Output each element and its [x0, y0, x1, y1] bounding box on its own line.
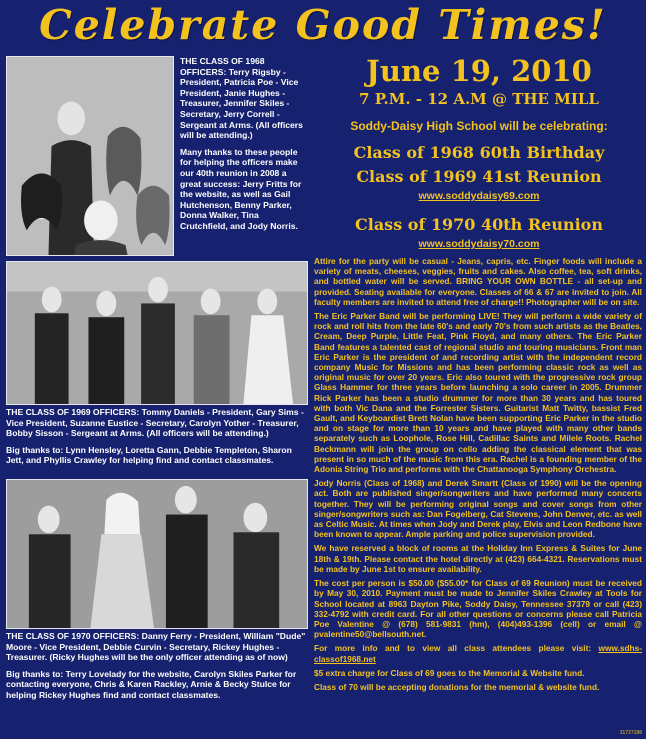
headline: Celebrate Good Times!	[39, 1, 607, 49]
event-date: June 19, 2010	[366, 54, 592, 88]
class-70-donations: Class of 70 will be accepting donations for the memorial & website fund.	[314, 681, 600, 692]
event-details	[314, 256, 642, 696]
class-1970-link[interactable]	[312, 238, 646, 251]
photo-class-1968-officers	[6, 56, 174, 256]
link-soddydaisy70[interactable]: www.soddydaisy70.com	[418, 238, 540, 250]
link-soddydaisy69[interactable]: www.soddydaisy69.com	[418, 190, 540, 202]
photo-class-1969-officers	[6, 261, 308, 405]
link-sdhs-classof1968[interactable]: www.sdhs-classof1968.net	[314, 643, 642, 664]
caption-1968	[180, 56, 308, 238]
caption-1970-thanks: Big thanks to: Terry Lovelady for the website, Carolyn Skiles Parker for contacting everyone, Chris & Karen Rackley, Arnie & Becky Stulce for helping Rickey Hughes find and contact classmates.	[6, 668, 297, 700]
caption-1968-officers: THE CLASS OF 1968 OFFICERS: Terry Rigsby - President, Patricia Poe - Vice President, Janie Hughes - Treasurer, Jennifer Skiles - Secretary, Jerry Correll - Sergeant at Arms. (All officers will be attending.)	[180, 56, 303, 141]
caption-1970	[6, 631, 308, 707]
class-1969-link[interactable]	[312, 190, 646, 203]
caption-1970-officers: THE CLASS OF 1970 OFFICERS: Danny Ferry - President, William "Dude" Moore - Vice President, Debbie Curvin - Secretary, Rickey Hughes - Treasurer. (Ricky Hughes will be the only officer attending as of now)	[6, 631, 306, 663]
attire-paragraph: Attire for the party will be casual - Jeans, capris, etc. Finger foods will include a variety of meats, cheeses, veggies, fruits and cakes. Also coffee, tea, soft drinks, and bottled water will be served. BRING YOUR OWN BOTTLE - all set-up and provided. Seating available for everyone. Classes of 66 & 67 are invited to join. All faculty members are invited to attend free of charge!! Photographer will be on site.	[314, 256, 642, 307]
photo-class-1970-officers	[6, 479, 308, 629]
hotel-paragraph: We have reserved a block of rooms at the Holiday Inn Express & Suites for June 18th & 19th. Please contact the hotel directly at (423) 664-4321. Reservations must be made by June 1st to ensure availability.	[314, 543, 642, 574]
class-69-charge: $5 extra charge for Class of 69 goes to the Memorial & Website fund.	[314, 667, 585, 678]
opening-act-paragraph: Jody Norris (Class of 1968) and Derek Smartt (Class of 1990) will be the opening act. Both are published singer/songwriters and have performed many concerts together. They will be performing original songs and cover songs from other singer/songwriters such as: Dan Fogelberg, Cat Stevens, John Denver, etc. as well as Celtic Music. At times when Jody and Derek play, Elvis and Leon Redbone have been known to appear. Ample parking and police supervision provided.	[314, 478, 642, 540]
class-1968-heading: Class of 1968 60th Birthday	[353, 143, 605, 162]
cost-paragraph: The cost per person is $50.00 ($55.00* for Class of 69 Reunion) must be received by May 30, 2010. Payment must be made to Jennifer Skiles Crawley at Tools for School located at 8963 Dayton Pike, Soddy Daisy, Tennessee 37379 or call (423) 332-4792 with credit card. For all other questions or concerns please call Patricia Poe Valentine @ (678) 581-9831 (hm), (404)493-1396 (cell) or email @ pvalentine50@bellsouth.net.	[314, 578, 642, 640]
caption-1969-thanks: Big thanks to: Lynn Hensley, Loretta Gann, Debbie Templeton, Sharon Jett, and Phyllis Crawley for helping find and contact classmates.	[6, 444, 292, 466]
caption-1968-thanks: Many thanks to these people for helping the officers make our 40th reunion in 2008 a great success: Jerry Fritts for the website, as well as Gail Hutchenson, Benny Parker, Donna Walker, Tina Crutchfield, and Jody Norris.	[180, 146, 302, 231]
caption-1969	[6, 407, 308, 472]
more-info-paragraph	[314, 643, 642, 663]
more-info-text: For more info and to view all class attendees please visit:	[314, 643, 599, 654]
class-1969-heading: Class of 1969 41st Reunion	[356, 167, 602, 186]
band-paragraph: The Eric Parker Band will be performing LIVE! They will perform a wide variety of rock and roll hits from the late 60's and early 70's from such artists as the Beatles, Cream, Deep Purple, Little Feat, Pink Floyd, and many others. The Eric Parker Band features a talented cast of regional studio and touring musicians. Front man Eric Parker is the president of and recording artist with the independent record company Music for Missions and has been performing classic rock as well as original music for over 20 years. Eric also toured with the progressive rock group Glass Hammer for three years before launching a solo career in 2005. Drummer Rick Parker has been a studio drummer for more than 30 years and has toured with both Vic Dana and the Forrester Sisters. Guitarist Matt Twitty, bassist Fred Gault, and Keyboardist Brett Nolan have been supporting Eric Parker in the studio and on stage for more than 10 years and have played with many other bands separately such as Loophole, Rose Hill, Cadillac Saints and Milele Roots. Rachel Beckmann will join the group on cello adding the classical element that was present in so much of the music from this era. Rachel is a founding member of the Adonia String Trio and performs with the Chattanooga Symphony Orchestra.	[314, 311, 642, 475]
school-line: Soddy-Daisy High School will be celebrating:	[350, 119, 608, 133]
ad-id: 31727188	[619, 730, 642, 736]
event-time: 7 P.M. - 12 A.M @ THE MILL	[359, 90, 599, 108]
caption-1969-officers: THE CLASS OF 1969 OFFICERS: Tommy Daniels - President, Gary Sims - Vice President, Suzanne Eustice - Secretary, Carolyn Yother - Treasurer, Bobby Sisson - Sergeant at Arms. (All officers will be attending.)	[6, 407, 304, 439]
class-1970-heading: Class of 1970 40th Reunion	[355, 215, 603, 234]
